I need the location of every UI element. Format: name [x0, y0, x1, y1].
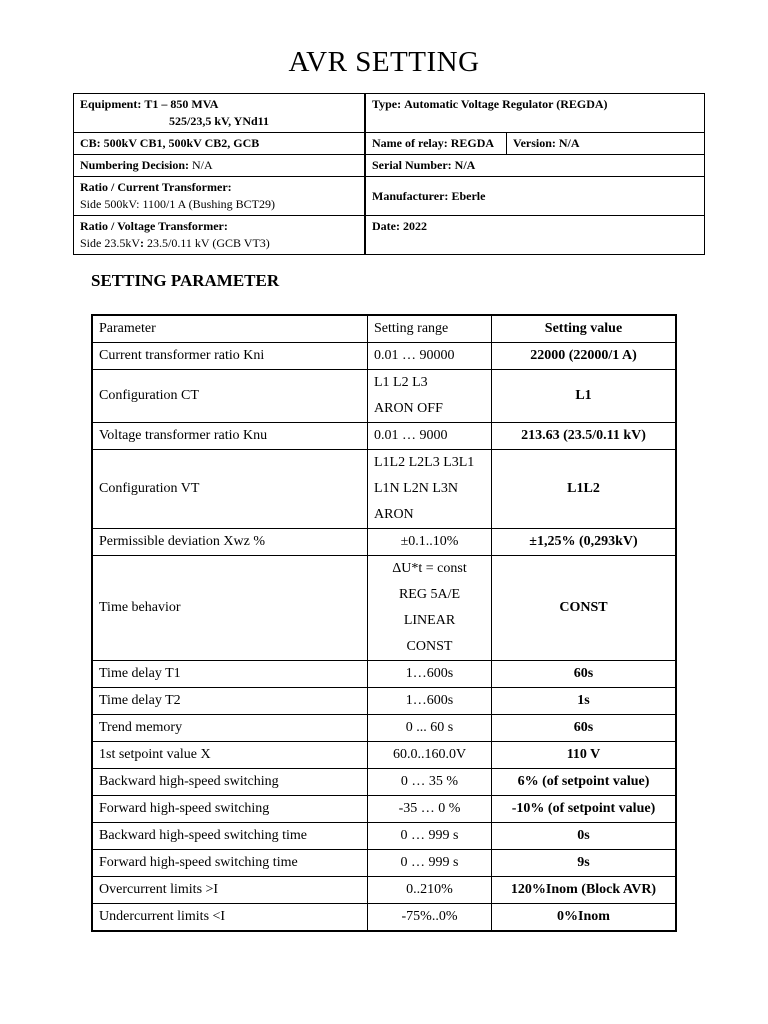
- parameter-name: Backward high-speed switching: [92, 769, 368, 796]
- equipment-label: Equipment:: [80, 97, 142, 111]
- manufacturer-label: Manufacturer:: [372, 188, 449, 203]
- equipment-cell: [74, 94, 366, 133]
- setting-range: [368, 450, 492, 529]
- setting-range: [368, 661, 492, 688]
- table-row: [92, 529, 676, 556]
- setting-value: 60s: [492, 661, 677, 688]
- ct-cell: [74, 177, 366, 216]
- equipment-rating: 525/23,5 kV, YNd11: [168, 114, 270, 128]
- setting-value: 120%Inom (Block AVR): [492, 877, 677, 904]
- setting-range-line: ±0.1..10%: [400, 534, 459, 549]
- parameter-name: Time delay T1: [92, 661, 368, 688]
- setting-range-line: 0 … 999 s: [400, 855, 459, 870]
- setting-value: ±1,25% (0,293kV): [492, 529, 677, 556]
- vt-colon: :: [140, 236, 144, 250]
- setting-value: -10% (of setpoint value): [492, 796, 677, 823]
- parameter-name: Overcurrent limits >I: [92, 877, 368, 904]
- setting-range: [368, 423, 492, 450]
- setting-range-line: 60.0..160.0V: [392, 747, 467, 762]
- manufacturer-value: Eberle: [451, 188, 486, 203]
- settings-table: [91, 314, 677, 932]
- ct-value: Side 500kV: 1100/1 A (Bushing BCT29): [80, 197, 276, 211]
- parameter-name: Forward high-speed switching time: [92, 850, 368, 877]
- setting-value: L1: [492, 370, 677, 423]
- table-row: [92, 715, 676, 742]
- table-row: [92, 556, 676, 661]
- setting-value: 6% (of setpoint value): [492, 769, 677, 796]
- table-row: [92, 850, 676, 877]
- table-header-row: [92, 315, 676, 343]
- header-value: Setting value: [492, 315, 677, 343]
- parameter-name: Configuration CT: [92, 370, 368, 423]
- parameter-name: Voltage transformer ratio Knu: [92, 423, 368, 450]
- setting-range-line: 1…600s: [405, 666, 454, 681]
- setting-value: CONST: [492, 556, 677, 661]
- setting-value: 0%Inom: [492, 904, 677, 932]
- setting-value: 9s: [492, 850, 677, 877]
- setting-range-line: L1L2 L2L3 L3L1: [374, 455, 475, 470]
- setting-range-line: -35 … 0 %: [398, 801, 461, 816]
- table-row: [92, 769, 676, 796]
- header-range: Setting range: [368, 315, 492, 343]
- type-cell: [365, 94, 705, 133]
- setting-value: 110 V: [492, 742, 677, 769]
- setting-range-line: L1N L2N L3N: [374, 481, 458, 496]
- cb-cell: [74, 133, 366, 155]
- table-row: [92, 877, 676, 904]
- parameter-name: 1st setpoint value X: [92, 742, 368, 769]
- setting-range: [368, 796, 492, 823]
- numbering-label: Numbering Decision:: [80, 158, 189, 172]
- table-row: [92, 450, 676, 529]
- setting-range-line: ARON: [374, 507, 414, 522]
- serial-label: Serial Number:: [372, 158, 452, 172]
- setting-range-line: 0..210%: [406, 882, 453, 897]
- table-row: [92, 661, 676, 688]
- setting-range: [368, 370, 492, 423]
- setting-value: L1L2: [492, 450, 677, 529]
- header-parameter: Parameter: [92, 315, 368, 343]
- setting-range-line: 0.01 … 90000: [374, 348, 455, 363]
- parameter-name: Undercurrent limits <I: [92, 904, 368, 932]
- version-value: N/A: [558, 136, 580, 150]
- settings-table-body: [92, 315, 676, 931]
- equipment-value: T1 – 850 MVA: [144, 97, 219, 111]
- relay-label: Name of relay:: [372, 136, 448, 150]
- relay-name-cell: [365, 133, 507, 155]
- vt-cell: [74, 216, 366, 255]
- parameter-name: Time behavior: [92, 556, 368, 661]
- setting-range: [368, 904, 492, 932]
- date-value: 2022: [402, 219, 427, 233]
- setting-value: 0s: [492, 823, 677, 850]
- parameter-name: Backward high-speed switching time: [92, 823, 368, 850]
- date-label: Date:: [372, 219, 400, 233]
- setting-range-line: ARON OFF: [374, 401, 443, 416]
- cb-label: CB:: [80, 136, 101, 150]
- serial-value: N/A: [454, 158, 476, 172]
- setting-range: [368, 850, 492, 877]
- type-value: Automatic Voltage Regulator (REGDA): [404, 97, 608, 111]
- setting-range-line: 0 … 999 s: [400, 828, 459, 843]
- setting-range: [368, 556, 492, 661]
- setting-range: [368, 688, 492, 715]
- setting-range: [368, 742, 492, 769]
- serial-cell: [365, 155, 705, 177]
- setting-range-line: CONST: [406, 639, 453, 654]
- setting-range-line: 0 … 35 %: [400, 774, 459, 789]
- setting-range-line: ΔU*t = const: [392, 561, 467, 576]
- relay-value: REGDA: [450, 136, 495, 150]
- setting-range: [368, 769, 492, 796]
- setting-value: 1s: [492, 688, 677, 715]
- vt-label: Ratio / Voltage Transformer:: [80, 219, 228, 233]
- setting-range-line: 0.01 … 9000: [374, 428, 448, 443]
- setting-range-line: LINEAR: [403, 613, 456, 628]
- setting-range: [368, 877, 492, 904]
- parameter-name: Current transformer ratio Kni: [92, 343, 368, 370]
- parameter-name: Permissible deviation Xwz %: [92, 529, 368, 556]
- page-title: AVR SETTING: [288, 46, 480, 78]
- setting-range-line: 1…600s: [405, 693, 454, 708]
- section-title: SETTING PARAMETER: [91, 271, 280, 290]
- setting-range-line: -75%..0%: [401, 909, 458, 924]
- setting-range: [368, 715, 492, 742]
- vt-prefix: Side 23.5kV: [80, 236, 140, 250]
- setting-value: 22000 (22000/1 A): [492, 343, 677, 370]
- setting-range-line: 0 ... 60 s: [405, 720, 454, 735]
- date-cell: [365, 216, 705, 255]
- table-row: [92, 823, 676, 850]
- table-row: [92, 742, 676, 769]
- table-row: [92, 370, 676, 423]
- header-info-table: [73, 93, 705, 255]
- table-row: [92, 343, 676, 370]
- parameter-name: Time delay T2: [92, 688, 368, 715]
- version-cell: [507, 133, 705, 155]
- manufacturer-cell: [365, 177, 705, 216]
- vt-value: 23.5/0.11 kV (GCB VT3): [144, 236, 270, 250]
- type-label: Type:: [372, 97, 402, 111]
- setting-range: [368, 529, 492, 556]
- setting-range: [368, 823, 492, 850]
- setting-range-line: L1 L2 L3: [374, 375, 428, 390]
- ct-label: Ratio / Current Transformer:: [80, 180, 232, 194]
- cb-value: 500kV CB1, 500kV CB2, GCB: [103, 136, 260, 150]
- setting-value: 213.63 (23.5/0.11 kV): [492, 423, 677, 450]
- setting-range-line: REG 5A/E: [398, 587, 461, 602]
- parameter-name: Configuration VT: [92, 450, 368, 529]
- version-label: Version:: [513, 136, 556, 150]
- setting-range: [368, 343, 492, 370]
- table-row: [92, 904, 676, 932]
- numbering-cell: [74, 155, 366, 177]
- table-row: [92, 688, 676, 715]
- numbering-value: N/A: [192, 158, 213, 172]
- parameter-name: Forward high-speed switching: [92, 796, 368, 823]
- table-row: [92, 796, 676, 823]
- table-row: [92, 423, 676, 450]
- setting-value: 60s: [492, 715, 677, 742]
- parameter-name: Trend memory: [92, 715, 368, 742]
